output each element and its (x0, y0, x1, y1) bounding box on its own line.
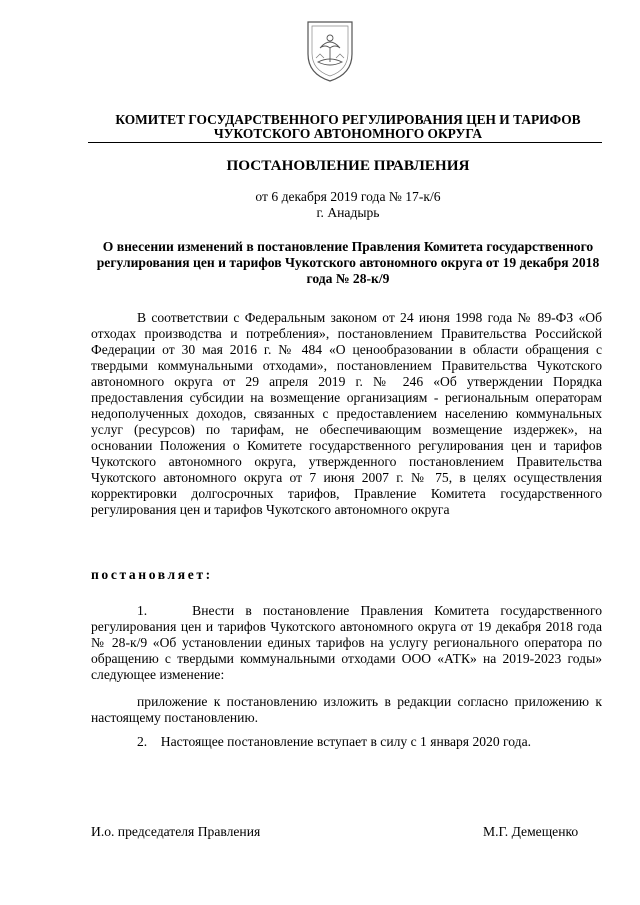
document-date-number: от 6 декабря 2019 года № 17-к/6 (255, 189, 441, 204)
item-text: Внести в постановление Правления Комитета государственного регулирования цен и тарифов Чукотского автономного округа от 19 декабря 2018 года № 28-к/9 «Об установлении единых тарифов на услугу регионального оператора по обращению с твердыми коммунальными отходами ООО «АТК» на 2019-2023 годы» следующее изменение: (91, 603, 603, 682)
org-name-line1: КОМИТЕТ ГОСУДАРСТВЕННОГО РЕГУЛИРОВАНИЯ ЦЕН И ТАРИФОВ (115, 112, 581, 127)
signatory-position: И.о. председателя Правления (91, 824, 261, 839)
preamble-paragraph: В соответствии с Федеральным законом от 24 июня 1998 года № 89-ФЗ «Об отходах производства и потребления», постановлением Правительства Российской Федерации от 30 мая 2016 г. № 484 «О ценообразовании в области обращения с твердыми коммунальными отходами», постановлением Правительства Чукотского автономного округа от 29 апреля 2019 г. № 246 «Об утверждении Порядка предоставления субсидии на возмещение организациям - региональным операторам недополученных доходов, связанных с предоставлением населению коммунальных услуг (ресурсов) по тарифам, не обеспечивающим возмещение издержек», на основании Положения о Комитете государственного регулирования цен и тарифов Чукотского автономного округа, утвержденного постановлением Правительства Чукотского автономного округа от 7 июня 2007 г. № 75, в целях осуществления корректировки долгосрочных тарифов, Правление Комитета государственного регулирования цен и тарифов Чукотского автономного округа (91, 310, 602, 517)
org-name-line2: ЧУКОТСКОГО АВТОНОМНОГО ОКРУГА (213, 126, 483, 141)
item-number: 2. (137, 734, 148, 749)
decree-word: постановляет: (91, 567, 213, 582)
document-subject: О внесении изменений в постановление Правления Комитета государственного регулирования цен и тарифов Чукотского автономного округа от 19 декабря 2018 года № 28-к/9 (96, 239, 600, 286)
document-type: ПОСТАНОВЛЕНИЕ ПРАВЛЕНИЯ (226, 157, 470, 174)
list-item (91, 694, 602, 726)
list-item (91, 734, 602, 750)
list-item (91, 603, 602, 683)
coat-of-arms-icon (302, 18, 358, 84)
item-number: 1. (137, 603, 148, 618)
signatory-name: М.Г. Демещенко (483, 824, 579, 839)
header-divider (88, 142, 602, 143)
item-text: приложение к постановлению изложить в редакции согласно приложению к настоящему постановлению. (91, 694, 602, 725)
item-text: Настоящее постановление вступает в силу с 1 января 2020 года. (160, 734, 532, 749)
document-city: г. Анадырь (316, 205, 380, 220)
